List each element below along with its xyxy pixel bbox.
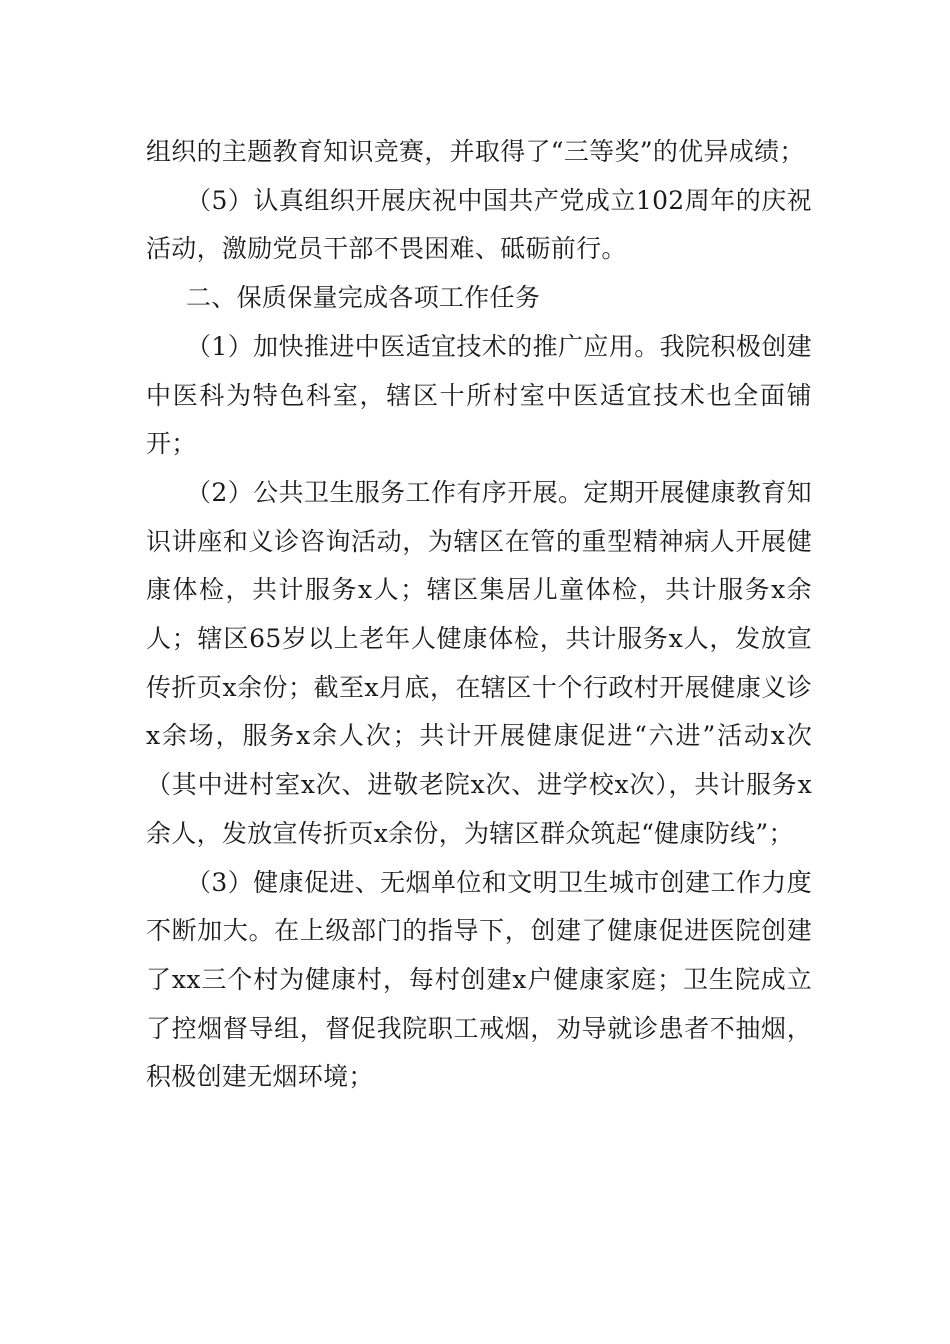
paragraph-item-2-public-health: （2）公共卫生服务工作有序开展。定期开展健康教育知识讲座和义诊咨询活动，为辖区在管的重型精神病人开展健康体检，共计服务x人；辖区集居儿童体检，共计服务x余人；辖区65岁以上老年人健康体检，共计服务x人，发放宣传折页x余份；截至x月底，在辖区十个行政村开展健康义诊x余场，服务x余人次；共计开展健康促进“六进”活动x次（其中进村室x次、进敬老院x次、进学校x次），共计服务x余人，发放宣传折页x余份，为辖区群众筑起“健康防线”； — [146, 477, 812, 848]
section-heading-2: 二、保质保量完成各项工作任务 — [186, 283, 541, 313]
paragraph-item-3-health-promotion: （3）健康促进、无烟单位和文明卫生城市创建工作力度不断加大。在上级部门的指导下，创建了健康促进医院创建了xx三个村为健康村，每村创建x户健康家庭；卫生院成立了控烟督导组，督促我院职工戒烟，劝导就诊患者不抽烟，积极创建无烟环境； — [146, 867, 812, 1092]
paragraph-item-5-celebration: （5）认真组织开展庆祝中国共产党成立102周年的庆祝活动，激励党员干部不畏困难、砥砺前行。 — [146, 185, 812, 264]
paragraph-continuation: 组织的主题教育知识竞赛，并取得了“三等奖”的优异成绩； — [146, 137, 805, 166]
paragraph-item-1-tcm: （1）加快推进中医适宜技术的推广应用。我院积极创建中医科为特色科室，辖区十所村室中医适宜技术也全面铺开； — [146, 331, 812, 459]
document-body — [146, 128, 812, 1102]
